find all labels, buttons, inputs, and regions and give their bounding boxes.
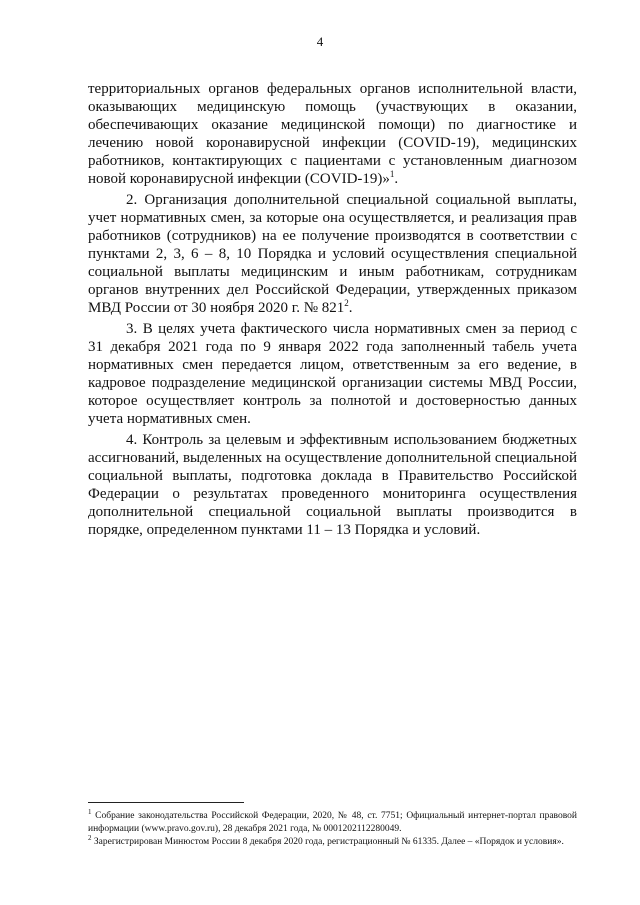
- paragraph-continuation: [88, 80, 577, 188]
- paragraph-tail: .: [394, 171, 399, 187]
- footnotes: [88, 810, 577, 849]
- paragraph-text: 2. Организация дополнительной специальной социальной выплаты, учет нормативных смен, за которые она осуществляется, и реализация прав работников (сотрудников) на ее получение производятся в соответствии с пунктами 2, 3, 6 – 8, 10 Порядка и условий осуществления специальной социальной выплаты медицинским и иным работникам, сотрудникам органов внутренних дел Российской Федерации, утвержденных приказом МВД России от 30 ноября 2020 г. № 821: [88, 192, 577, 316]
- footnote-marker: 1: [88, 808, 92, 816]
- paragraph-tail: .: [348, 300, 353, 316]
- footnote-1: [88, 810, 577, 836]
- footnote-2: [88, 836, 577, 849]
- footnote-marker: 2: [88, 834, 92, 842]
- footnote-text: Собрание законодательства Российской Федерации, 2020, № 48, ст. 7751; Официальный интернет-портал правовой информации (www.pravo.gov.ru), 28 декабря 2021 года, № 0001202112280049.: [88, 811, 577, 834]
- footnote-text: Зарегистрирован Минюстом России 8 декабря 2020 года, регистрационный № 61335. Далее – «Порядок и условия».: [91, 837, 564, 847]
- page-number: 4: [316, 34, 324, 49]
- paragraph-item-2: [88, 191, 577, 317]
- paragraph-item-3: 3. В целях учета фактического числа нормативных смен за период с 31 декабря 2021 года по 9 января 2022 года заполненный табель учета нормативных смен передается лицом, ответственным за его ведение, в кадровое подразделение медицинской организации системы МВД России, которое осуществляет контроль за полнотой и достоверностью данных учета нормативных смен.: [88, 321, 577, 427]
- footnote-separator: [88, 802, 244, 803]
- paragraph-item-4: 4. Контроль за целевым и эффективным использованием бюджетных ассигнований, выделенных на осуществление дополнительной специальной социальной выплаты, подготовка доклада в Правительство Российской Федерации о результатах проведенного мониторинга осуществления дополнительной специальной социальной выплаты производится в порядке, определенном пунктами 11 – 13 Порядка и условий.: [88, 432, 577, 538]
- footnote-ref-1: 1: [389, 169, 395, 179]
- paragraph-text: территориальных органов федеральных органов исполнительной власти, оказывающих медицинскую помощь (участвующих в оказании, обеспечивающих оказание медицинской помощи) по диагностике и лечению новой коронавирусной инфекции (COVID-19), медицинских работников, контактирующих с пациентами с установленным диагнозом новой коронавирусной инфекции (COVID-19)»: [88, 81, 577, 187]
- footnote-ref-2: 2: [344, 298, 349, 308]
- document-body: [88, 80, 577, 539]
